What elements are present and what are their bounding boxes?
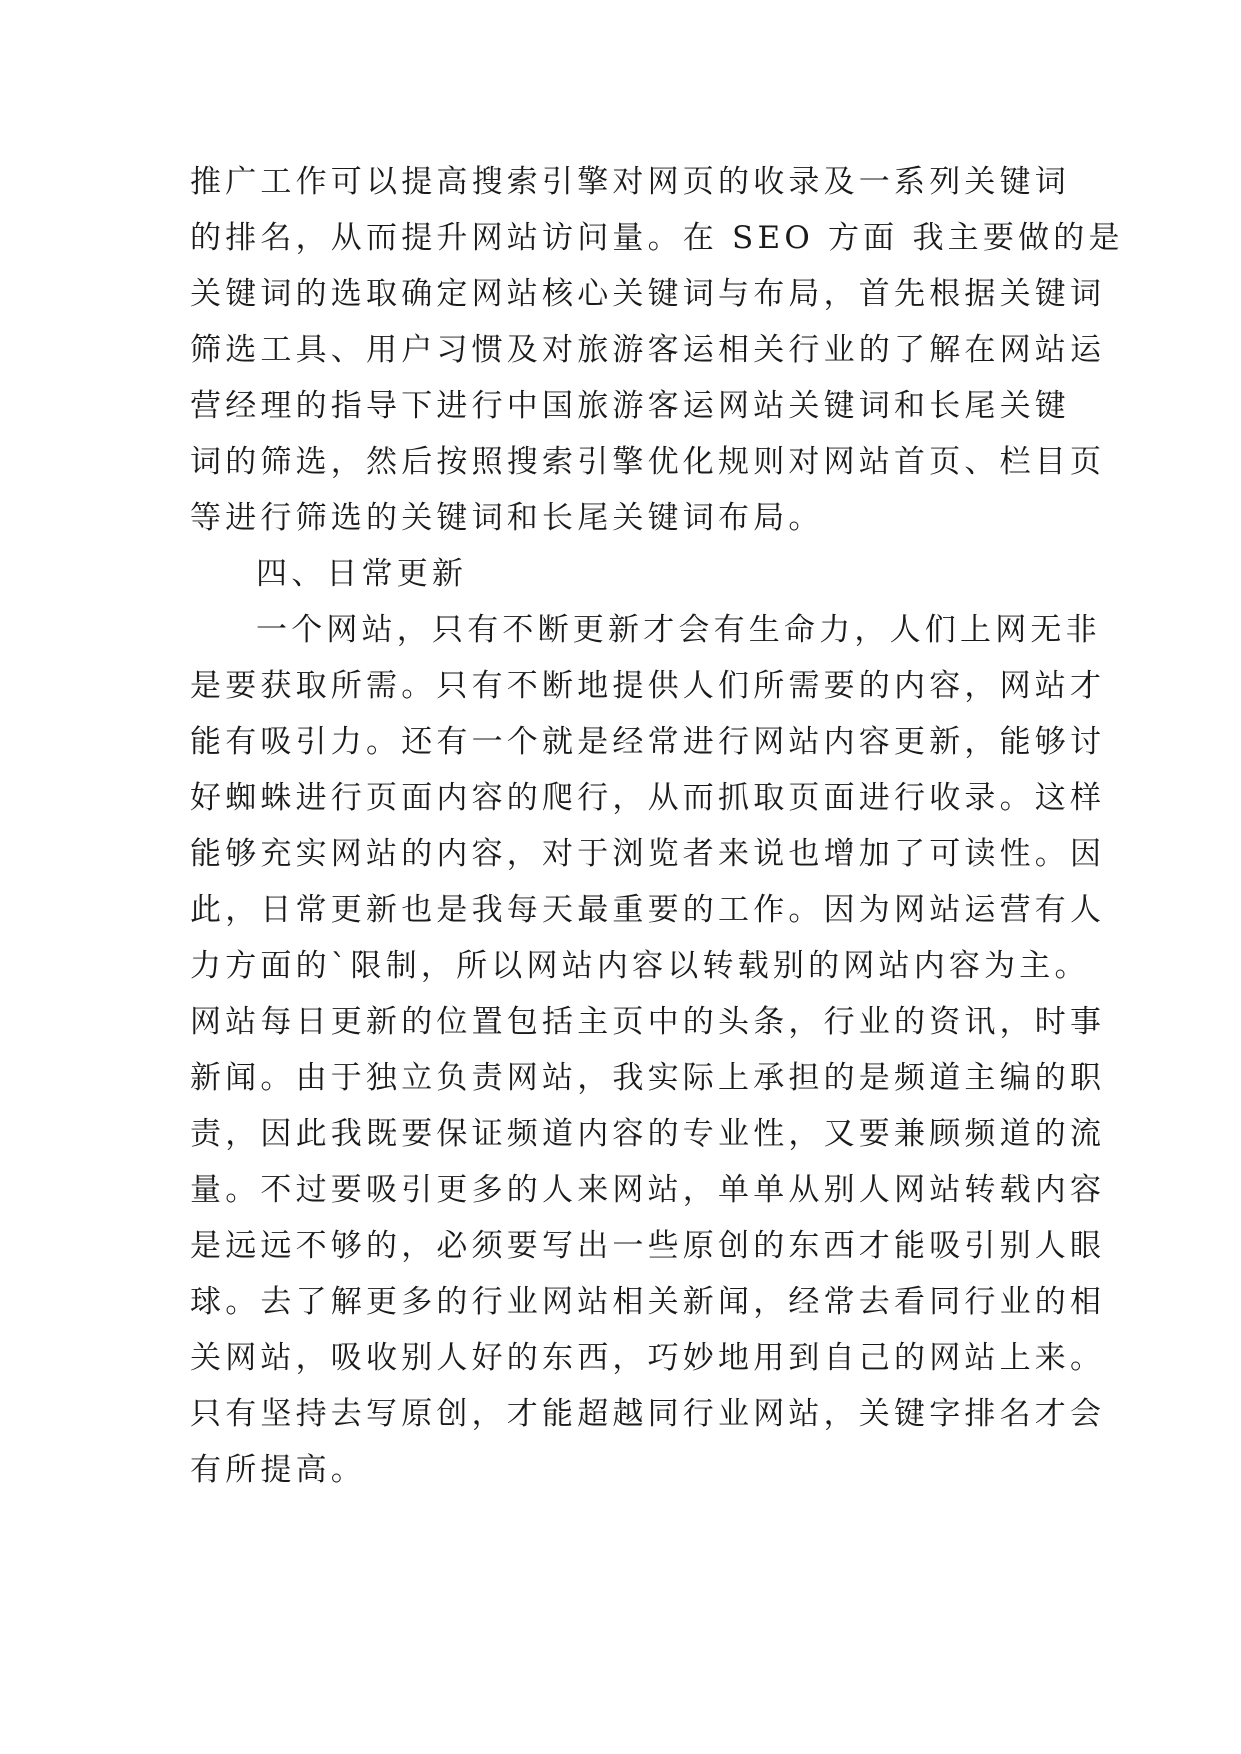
- paragraph-line: 球。去了解更多的行业网站相关新闻，经常去看同行业的相: [190, 1284, 1106, 1320]
- paragraph-line: 此，日常更新也是我每天最重要的工作。因为网站运营有人: [190, 892, 1106, 928]
- paragraph-line: 量。不过要吸引更多的人来网站，单单从别人网站转载内容: [190, 1172, 1106, 1208]
- paragraph-line: 词的筛选，然后按照搜索引擎优化规则对网站首页、栏目页: [190, 444, 1106, 480]
- paragraph-line: 等进行筛选的关键词和长尾关键词布局。: [190, 500, 824, 536]
- paragraph-line: 关网站，吸收别人好的东西，巧妙地用到自己的网站上来。: [190, 1340, 1106, 1376]
- paragraph-line: 一个网站，只有不断更新才会有生命力，人们上网无非: [256, 612, 1101, 648]
- paragraph-line: 只有坚持去写原创，才能超越同行业网站，关键字排名才会: [190, 1396, 1106, 1432]
- section-heading: 四、日常更新: [256, 556, 468, 592]
- paragraph-line: 筛选工具、用户习惯及对旅游客运相关行业的了解在网站运: [190, 332, 1106, 368]
- paragraph-line: 新闻。由于独立负责网站，我实际上承担的是频道主编的职: [190, 1060, 1106, 1096]
- paragraph-line: 营经理的指导下进行中国旅游客运网站关键词和长尾关键: [190, 388, 1070, 424]
- paragraph-line: 是远远不够的，必须要写出一些原创的东西才能吸引别人眼: [190, 1228, 1106, 1264]
- paragraph-line: 能够充实网站的内容，对于浏览者来说也增加了可读性。因: [190, 836, 1106, 872]
- paragraph-line: 有所提高。: [190, 1452, 366, 1488]
- paragraph-line: 的排名，从而提升网站访问量。在 SEO 方面 我主要做的是: [190, 220, 1124, 256]
- paragraph-line: 责，因此我既要保证频道内容的专业性，又要兼顾频道的流: [190, 1116, 1106, 1152]
- paragraph-line: 推广工作可以提高搜索引擎对网页的收录及一系列关键词: [190, 164, 1070, 200]
- paragraph-line: 关键词的选取确定网站核心关键词与布局，首先根据关键词: [190, 276, 1106, 312]
- paragraph-line: 能有吸引力。还有一个就是经常进行网站内容更新，能够讨: [190, 724, 1106, 760]
- body-text: [190, 154, 1124, 1498]
- paragraph-line: 是要获取所需。只有不断地提供人们所需要的内容，网站才: [190, 668, 1106, 704]
- paragraph-line: 力方面的`限制，所以网站内容以转载别的网站内容为主。: [190, 948, 1090, 984]
- paragraph-line: 好蜘蛛进行页面内容的爬行，从而抓取页面进行收录。这样: [190, 780, 1106, 816]
- paragraph-line: 网站每日更新的位置包括主页中的头条，行业的资讯，时事: [190, 1004, 1106, 1040]
